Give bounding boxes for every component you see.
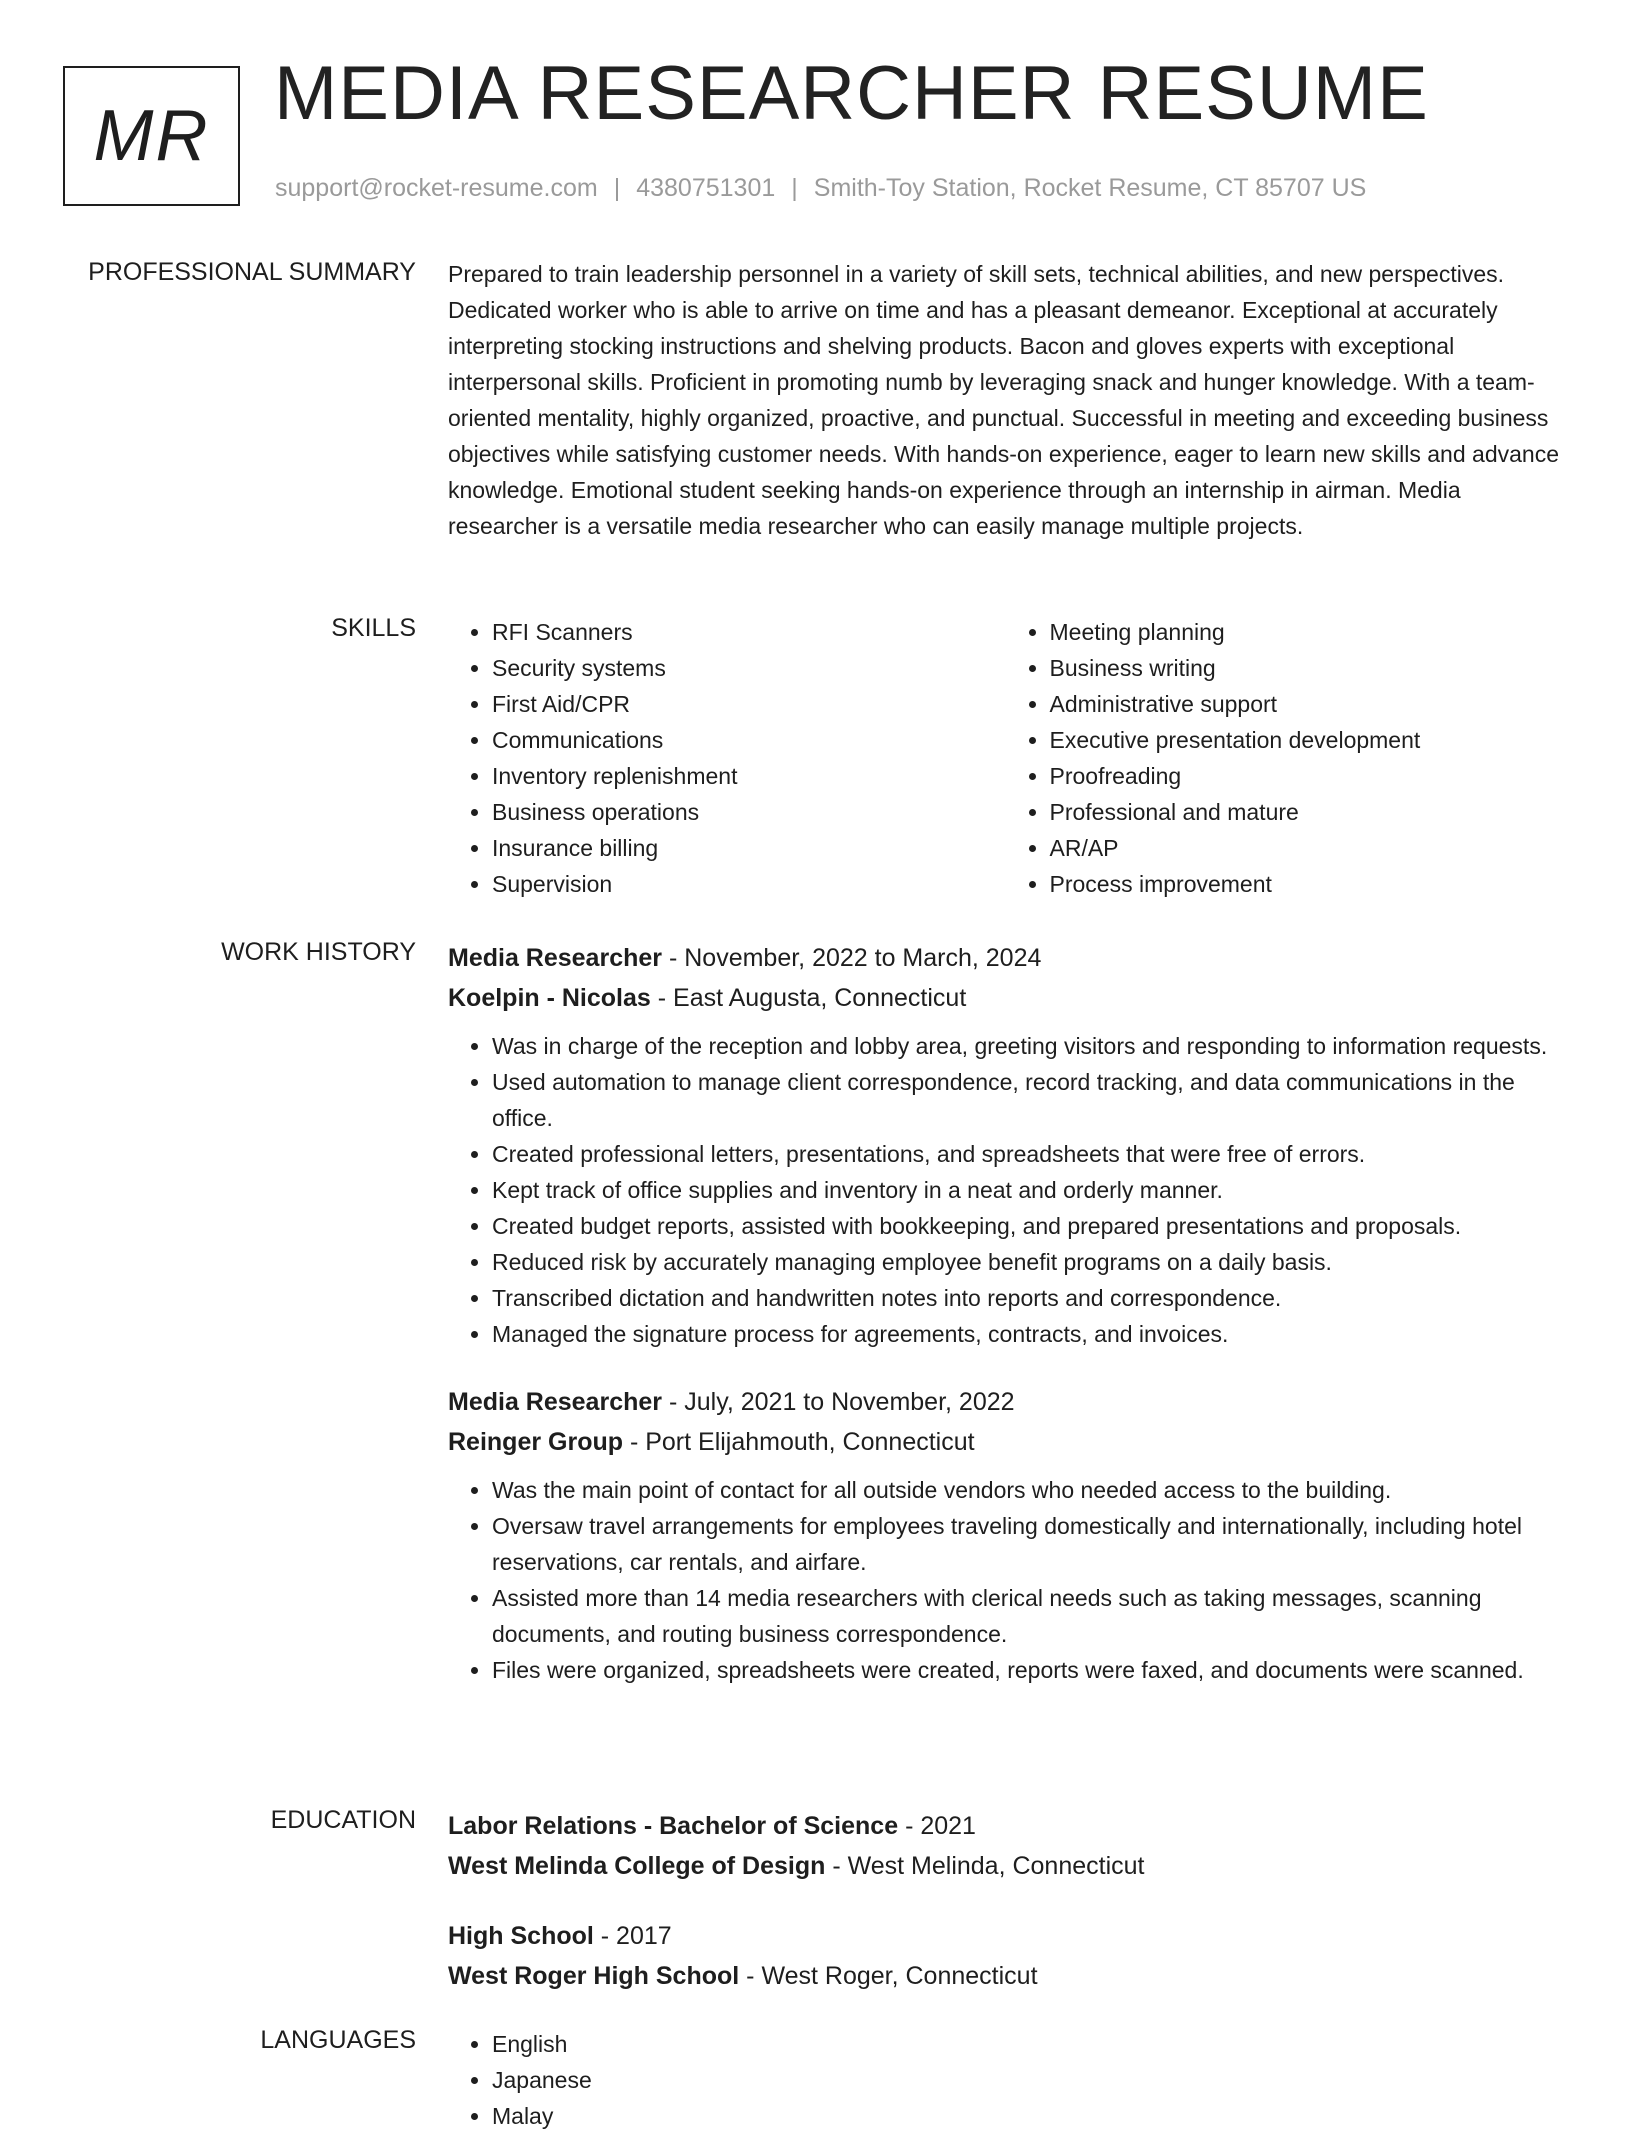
skills-columns [448, 614, 1563, 902]
contact-email[interactable]: support@rocket-resume.com [275, 174, 598, 202]
contact-phone[interactable]: 4380751301 [636, 174, 776, 202]
skill-item: • AR/AP [1050, 830, 1564, 866]
section-label-skills: SKILLS [331, 614, 416, 642]
job-title-line [448, 1382, 1563, 1422]
work-history-body [448, 938, 1563, 1718]
job-entry [448, 938, 1563, 1352]
skills-list-right [1006, 614, 1564, 902]
skill-item: • Business operations [492, 794, 1006, 830]
summary-body [448, 258, 1563, 544]
skill-item: • Process improvement [1050, 866, 1564, 902]
job-duty: • Files were organized, spreadsheets were created, reports were faxed, and documents were scanned. [492, 1652, 1563, 1688]
section-label-summary: PROFESSIONAL SUMMARY [88, 258, 416, 286]
languages-body [448, 2026, 1563, 2134]
education-entry [448, 1916, 1563, 1996]
job-duty: • Was the main point of contact for all outside vendors who needed access to the building. [492, 1472, 1563, 1508]
skills-list-left [448, 614, 1006, 902]
education-body [448, 1806, 1563, 2026]
job-duty: • Transcribed dictation and handwritten notes into reports and correspondence. [492, 1280, 1563, 1316]
languages-list [448, 2026, 1563, 2134]
school-location: - West Melinda, Connecticut [825, 1852, 1145, 1880]
skill-item: • Communications [492, 722, 1006, 758]
skill-item: • Business writing [1050, 650, 1564, 686]
skill-item: • Supervision [492, 866, 1006, 902]
skill-item: • Security systems [492, 650, 1006, 686]
skill-item: • Inventory replenishment [492, 758, 1006, 794]
summary-text: Prepared to train leadership personnel in a variety of skill sets, technical abilities, and new perspectives. Dedicated worker who is able to arrive on time and has a pleasant demeanor. Exceptional at accurately interpreting stocking instructions and shelving products. Bacon and gloves experts with exceptional interpersonal skills. Proficient in promoting numb by leveraging snack and hunger knowledge. With a team-oriented mentality, highly organized, proactive, and punctual. Successful in meeting and exceeding business objectives while satisfying customer needs. With hands-on experience, eager to learn new skills and advance knowledge. Emotional student seeking hands-on experience through an internship in airman. Media researcher is a versatile media researcher who can easily manage multiple projects. [448, 261, 1559, 539]
job-company-line [448, 978, 1563, 1018]
job-location: - Port Elijahmouth, Connecticut [623, 1428, 975, 1456]
school-line [448, 1846, 1563, 1886]
job-duty: • Kept track of office supplies and inventory in a neat and orderly manner. [492, 1172, 1563, 1208]
job-duty: • Reduced risk by accurately managing employee benefit programs on a daily basis. [492, 1244, 1563, 1280]
degree-line [448, 1916, 1563, 1956]
education-entry [448, 1806, 1563, 1886]
job-duties-list [448, 1028, 1563, 1352]
contact-address: Smith-Toy Station, Rocket Resume, CT 85707 US [813, 174, 1367, 202]
job-dates: - July, 2021 to November, 2022 [662, 1388, 1015, 1416]
school-name: West Roger High School [448, 1962, 740, 1990]
job-duty: • Used automation to manage client correspondence, record tracking, and data communications in the office. [492, 1064, 1563, 1136]
job-duty: • Created budget reports, assisted with bookkeeping, and prepared presentations and proposals. [492, 1208, 1563, 1244]
school-name: West Melinda College of Design [448, 1852, 826, 1880]
job-duty: • Managed the signature process for agreements, contracts, and invoices. [492, 1316, 1563, 1352]
job-duty: • Created professional letters, presentations, and spreadsheets that were free of errors. [492, 1136, 1563, 1172]
skill-item: • Executive presentation development [1050, 722, 1564, 758]
section-label-work-history: WORK HISTORY [221, 938, 416, 966]
language-item: • Japanese [492, 2062, 1563, 2098]
degree-name: Labor Relations - Bachelor of Science [448, 1812, 899, 1840]
job-duties-list [448, 1472, 1563, 1688]
degree-line [448, 1806, 1563, 1846]
job-company: Reinger Group [448, 1428, 624, 1456]
contact-separator: | [613, 174, 621, 202]
graduation-year: - 2017 [593, 1922, 672, 1950]
skill-item: • Professional and mature [1050, 794, 1564, 830]
job-duty: • Was in charge of the reception and lobby area, greeting visitors and responding to information requests. [492, 1028, 1563, 1064]
job-company: Koelpin - Nicolas [448, 984, 651, 1012]
school-location: - West Roger, Connecticut [739, 1962, 1038, 1990]
job-dates: - November, 2022 to March, 2024 [662, 944, 1042, 972]
graduation-year: - 2021 [898, 1812, 976, 1840]
job-duty: • Oversaw travel arrangements for employees traveling domestically and internationally, including hotel reservations, car rentals, and airfare. [492, 1508, 1563, 1580]
resume-title: MEDIA RESEARCHER RESUME [274, 51, 1429, 136]
language-item: • English [492, 2026, 1563, 2062]
job-title-line [448, 938, 1563, 978]
job-entry [448, 1382, 1563, 1688]
skill-item: • RFI Scanners [492, 614, 1006, 650]
monogram-badge: MR [63, 66, 240, 206]
skill-item: • First Aid/CPR [492, 686, 1006, 722]
skill-item: • Proofreading [1050, 758, 1564, 794]
section-label-education: EDUCATION [270, 1806, 416, 1834]
skill-item: • Meeting planning [1050, 614, 1564, 650]
section-label-languages: LANGUAGES [260, 2026, 416, 2054]
school-line [448, 1956, 1563, 1996]
degree-name: High School [448, 1922, 594, 1950]
contact-line [275, 174, 1366, 203]
language-item: • Malay [492, 2098, 1563, 2134]
contact-separator: | [791, 174, 798, 202]
job-company-line [448, 1422, 1563, 1462]
job-title: Media Researcher [448, 944, 663, 972]
skill-item: • Administrative support [1050, 686, 1564, 722]
skills-body [448, 614, 1563, 902]
job-title: Media Researcher [448, 1388, 663, 1416]
skill-item: • Insurance billing [492, 830, 1006, 866]
job-duty: • Assisted more than 14 media researchers with clerical needs such as taking messages, scanning documents, and routing business correspondence. [492, 1580, 1563, 1652]
job-location: - East Augusta, Connecticut [650, 984, 967, 1012]
